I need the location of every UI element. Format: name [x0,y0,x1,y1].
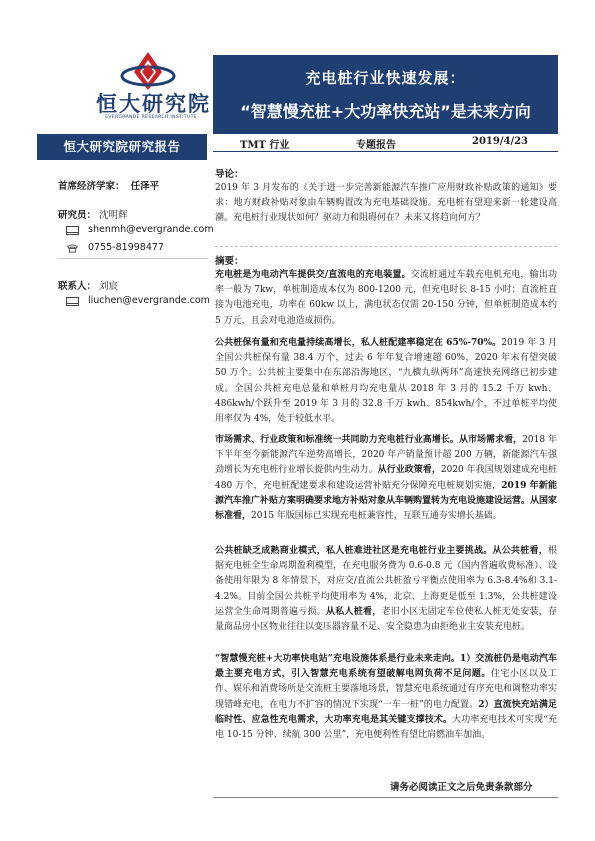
summary-paragraph-2 [215,336,557,427]
researcher-label: 研究员： [58,210,97,221]
chief-economist-label: 首席经济学家： [58,181,125,192]
summary-p4-body-2: 老旧小区无固定车位使私人桩无处安装，存量商品房小区物业往往以变压器容量不足、安全隐患为由拒绝业主安装充电桩。 [215,606,557,633]
researcher-email[interactable]: shenmh@evergrande.com [88,224,214,235]
contact-email[interactable]: liuchen@evergrande.com [88,295,210,306]
summary-p5-lead: “智慧慢充桩+大功率快电站”充电设施体系是行业未来走向。 [215,654,460,664]
logo-name-cn: 恒大研究院 [96,92,211,116]
researcher-phone[interactable]: 0755-81998477 [88,242,164,253]
summary-p1-body: 交流桩通过车载充电机充电，输出功率一般为 7kw，单桩制造成本仅为 800-1200 元，但充电时长 8-15 小时；直流桩直接为电池充电，功率在 60kw 以上，满电状态仅需 20-150 分钟，但单桩制造成本约 5 万元，且会对电池造成损伤。 [215,270,557,326]
meta-divider [213,151,558,152]
contact-label: 联系人： [58,281,97,292]
meta-date: 2019/4/23 [472,136,529,147]
meta-sector: TMT 行业 [240,140,290,151]
section-divider [215,246,557,247]
summary-p3-body-1: 2018 年下半年至今新能源汽车逆势高增长，2020 年产销量预计超 200 万辆，新能源汽车强劲增长为充电桩行业增长提供内生动力。 [215,435,557,476]
report-title-line2: “智慧慢充桩+大功率快充站”是未来方向 [240,102,531,121]
summary-p3-policy-lead: 从行业政策看， [377,465,441,476]
logo [96,50,211,130]
logo-mark-icon [118,50,178,92]
summary-p1-lead: 充电桩是为电动汽车提供交/直流电的充电装置。 [215,270,411,280]
title-banner [213,55,558,134]
footer-divider [213,797,558,798]
intro-text: 2019 年 3 月发布的《关于进一步完善新能源汽车推广应用财政补贴政策的通知》要求：地方财政补贴对象由车辆购置改为充电基础设施。充电桩有望迎来新一轮建设高潮。充电桩行业现状如何？驱动力和阻碍何在？未来又将趋向何方？ [215,183,557,224]
summary-p4-private-lead: 从私人桩看， [326,606,382,617]
summary-p2-lead: 公共桩保有量和充电量持续高增长，私人桩配建率稳定在 65%-70%。 [215,338,502,348]
summary-paragraph-5 [215,652,557,743]
contact [58,278,118,292]
summary-p3-body-2: 2020 年我国规划建成充电桩 480 万个，充电桩配建要求和建设运营补贴充分保障充电桩规划实施， [215,465,557,491]
summary-p2-body: 2019 年 3 月全国公共桩保有量 38.4 万个，过去 6 年年复合增速超 60%，2020 年末有望突破 50 万个。公共桩主要集中在东部沿海地区，“九横九纵两环”高速快充网络已初步建成。全国公共桩充电总量和单桩月均充电量从 2018 年 3 月的 15.2 千万 kwh、486kwh/个跃升至 2019 年 3 月的 32.8 千万 kwh、854kwh/个，不过单桩平均使用率仅为 4%，处于较低水平。 [215,338,557,425]
summary-p3-lead: 市场需求、行业政策和标准统一共同助力充电桩行业高增长。从市场需求看， [215,435,523,445]
phone-icon [66,244,79,253]
summary-p4-lead: 公共桩缺乏成熟商业模式，私人桩难进社区是充电桩行业主要挑战。从公共桩看， [215,546,548,556]
chief-economist [58,178,159,192]
sidebar-divider [58,258,208,259]
summary-p3-standard-lead: 2019 年新能源汽车推广补贴方案明确要求地方补贴对象从车辆购置转为充电设施建设运营。从国家标准看， [215,480,558,522]
meta-report-type: 专题报告 [356,140,396,151]
mail-icon [66,297,79,306]
summary-p5-point2: 2）直流快充站满足临时性、应急性充电需求，大功率充电是其关键支撑技术。 [215,699,557,725]
summary-p5-body-2: 大功率充电技术可实现“充电 10-15 分钟、续航 300 公里”，充电便利性有望比肩燃油车加油。 [215,714,557,741]
researcher [58,207,128,221]
intro-heading: 导论： [215,169,244,180]
summary-paragraph-4 [215,544,557,635]
summary-paragraph-3 [215,433,557,524]
summary-paragraph-1 [215,268,557,329]
mail-icon [66,226,79,235]
report-label: 恒大研究院研究报告 [37,134,207,160]
summary-p5-body-1: 住宅小区以及工作、娱乐和消费场所是交流桩主要落地场景，智慧充电系统通过有序充电和调整功率实现错峰充电，在电力不扩容的情况下实现“一车一桩”的电力配置。 [215,669,558,710]
chief-economist-name: 任泽平 [130,181,160,192]
summary-p4-body-1: 根据充电桩全生命周期盈利模型，在充电服务费为 0.6-0.8 元（国内普遍收费标准）、设备使用年限为 8 年情景下，对应交/直流公共桩盈亏平衡点使用率为 6.3-8.4%和 3.1-4.2%。目前全国公共桩平均使用率为 4%，北京、上海更是低至 1.3%，公共桩建设运营全生命周期普遍亏损。 [215,546,557,617]
report-title-line1: 充电桩行业快速发展： [305,69,466,87]
logo-name-en: EVERGRANDE RESEARCH INSTITUTE [105,115,197,120]
summary-p3-body-3: 2015 年版国标已实现充电桩兼容性，互联互通夯实增长基础。 [251,511,502,522]
disclaimer-notice: 请务必阅读正文之后免责条款部分 [390,782,533,793]
researcher-name: 沈明辉 [99,210,128,221]
summary-p5-point1: 1）交流桩仍是电动汽车最主要充电方式，引入智慧充电系统有望破解电网负荷不足问题。 [215,654,557,680]
summary-heading: 摘要： [215,256,244,267]
contact-name: 刘宸 [99,281,119,292]
